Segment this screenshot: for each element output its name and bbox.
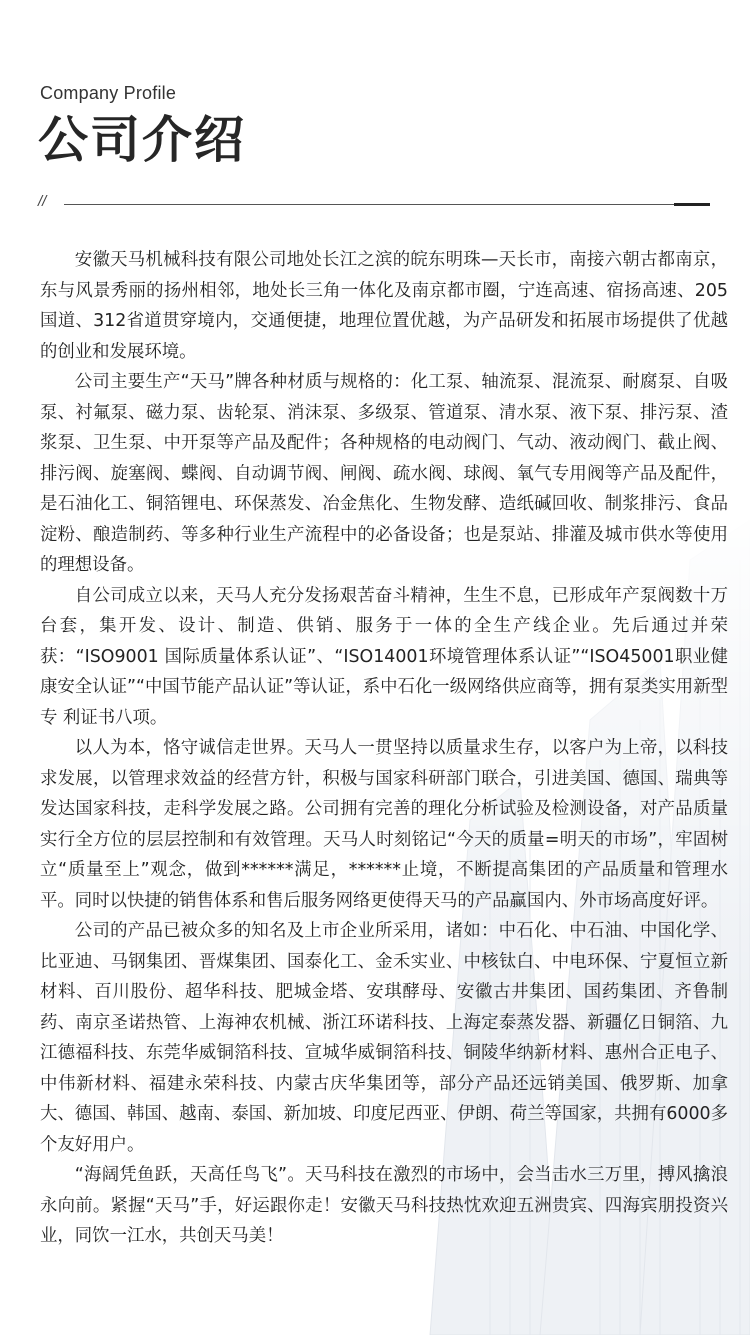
paragraph-location: 安徽天马机械科技有限公司地处长江之滨的皖东明珠—天长市，南接六朝古都南京，东与风景秀丽的扬州相邻，地处长三角一体化及南京都市圈，宁连高速、宿扬高速、205国道、312省道贯穿境内，交通便捷，地理位置优越，为产品研发和拓展市场提供了优越的创业和发展环境。 — [40, 250, 728, 362]
divider-accent-bar — [674, 203, 710, 206]
section-subtitle: Company Profile — [40, 83, 177, 103]
section-header — [40, 82, 246, 170]
company-profile-body — [40, 245, 728, 1252]
paragraph-philosophy: 以人为本，恪守诚信走世界。天马人一贯坚持以质量求生存，以客户为上帝，以科技求发展，以管理求效益的经营方针，积极与国家科研部门联合，引进美国、德国、瑞典等发达国家科技，走科学发展之路。公司拥有完善的理化分析试验及检测设备，对产品质量实行全方位的层层控制和有效管理。天马人时刻铭记“今天的质量=明天的市场”，牢固树立“质量至上”观念，做到******满足，******止境，不断提高集团的产品质量和管理水平。同时以快捷的销售体系和售后服务网络更使得天马的产品赢国内、外市场高度好评。 — [40, 738, 728, 911]
section-title: 公司介绍 — [38, 111, 246, 169]
paragraph-certifications: 自公司成立以来，天马人充分发扬艰苦奋斗精神，生生不息，已形成年产泵阀数十万台套，集开发、设计、制造、供销、服务于一体的全生产线企业。先后通过并荣获：“ISO9001 国际质量体系认证”、“ISO14001环境管理体系认证”“ISO45001职业健康安全认证”“中国节能产品认证”等认证，系中石化一级网络供应商等，拥有泵类实用新型专 利证书八项。 — [40, 585, 728, 728]
paragraph-customers: 公司的产品已被众多的知名及上市企业所采用，诸如：中石化、中石油、中国化学、比亚迪、马钢集团、晋煤集团、国泰化工、金禾实业、中核钛白、中电环保、宁夏恒立新材料、百川股份、超华科技、肥城金塔、安琪酵母、安徽古井集团、国药集团、齐鲁制药、南京圣诺热管、上海神农机械、浙江环诺科技、上海定泰蒸发器、新疆亿日铜箔、九江德福科技、东莞华威铜箔科技、宣城华威铜箔科技、铜陵华纳新材料、惠州合正电子、中伟新材料、福建永荣科技、内蒙古庆华集团等，部分产品还远销美国、俄罗斯、加拿大、德国、韩国、越南、泰国、新加坡、印度尼西亚、伊朗、荷兰等国家，共拥有6000多个友好用户。 — [40, 921, 728, 1155]
title-divider — [38, 193, 710, 213]
divider-line — [64, 204, 708, 205]
paragraph-closing: “海阔凭鱼跃，天高任鸟飞”。天马科技在激烈的市场中，会当击水三万里，搏风擒浪永向前。紧握“天马”手，好运跟你走！安徽天马科技热忱欢迎五洲贵宾、四海宾朋投资兴业，同饮一江水，共创天马美！ — [40, 1165, 728, 1246]
divider-slash-mark: // — [38, 193, 47, 210]
paragraph-products: 公司主要生产“天马”牌各种材质与规格的：化工泵、轴流泵、混流泵、耐腐泵、自吸泵、衬氟泵、磁力泵、齿轮泵、消沫泵、多级泵、管道泵、清水泵、液下泵、排污泵、渣浆泵、卫生泵、中开泵等产品及配件；各种规格的电动阀门、气动、液动阀门、截止阀、排污阀、旋塞阀、蝶阀、自动调节阀、闸阀、疏水阀、球阀、氧气专用阀等产品及配件，是石油化工、铜箔锂电、环保蒸发、冶金焦化、生物发酵、造纸碱回收、制浆排污、食品淀粉、酿造制药、等多种行业生产流程中的必备设备；也是泵站、排灌及城市供水等使用的理想设备。 — [40, 372, 728, 575]
